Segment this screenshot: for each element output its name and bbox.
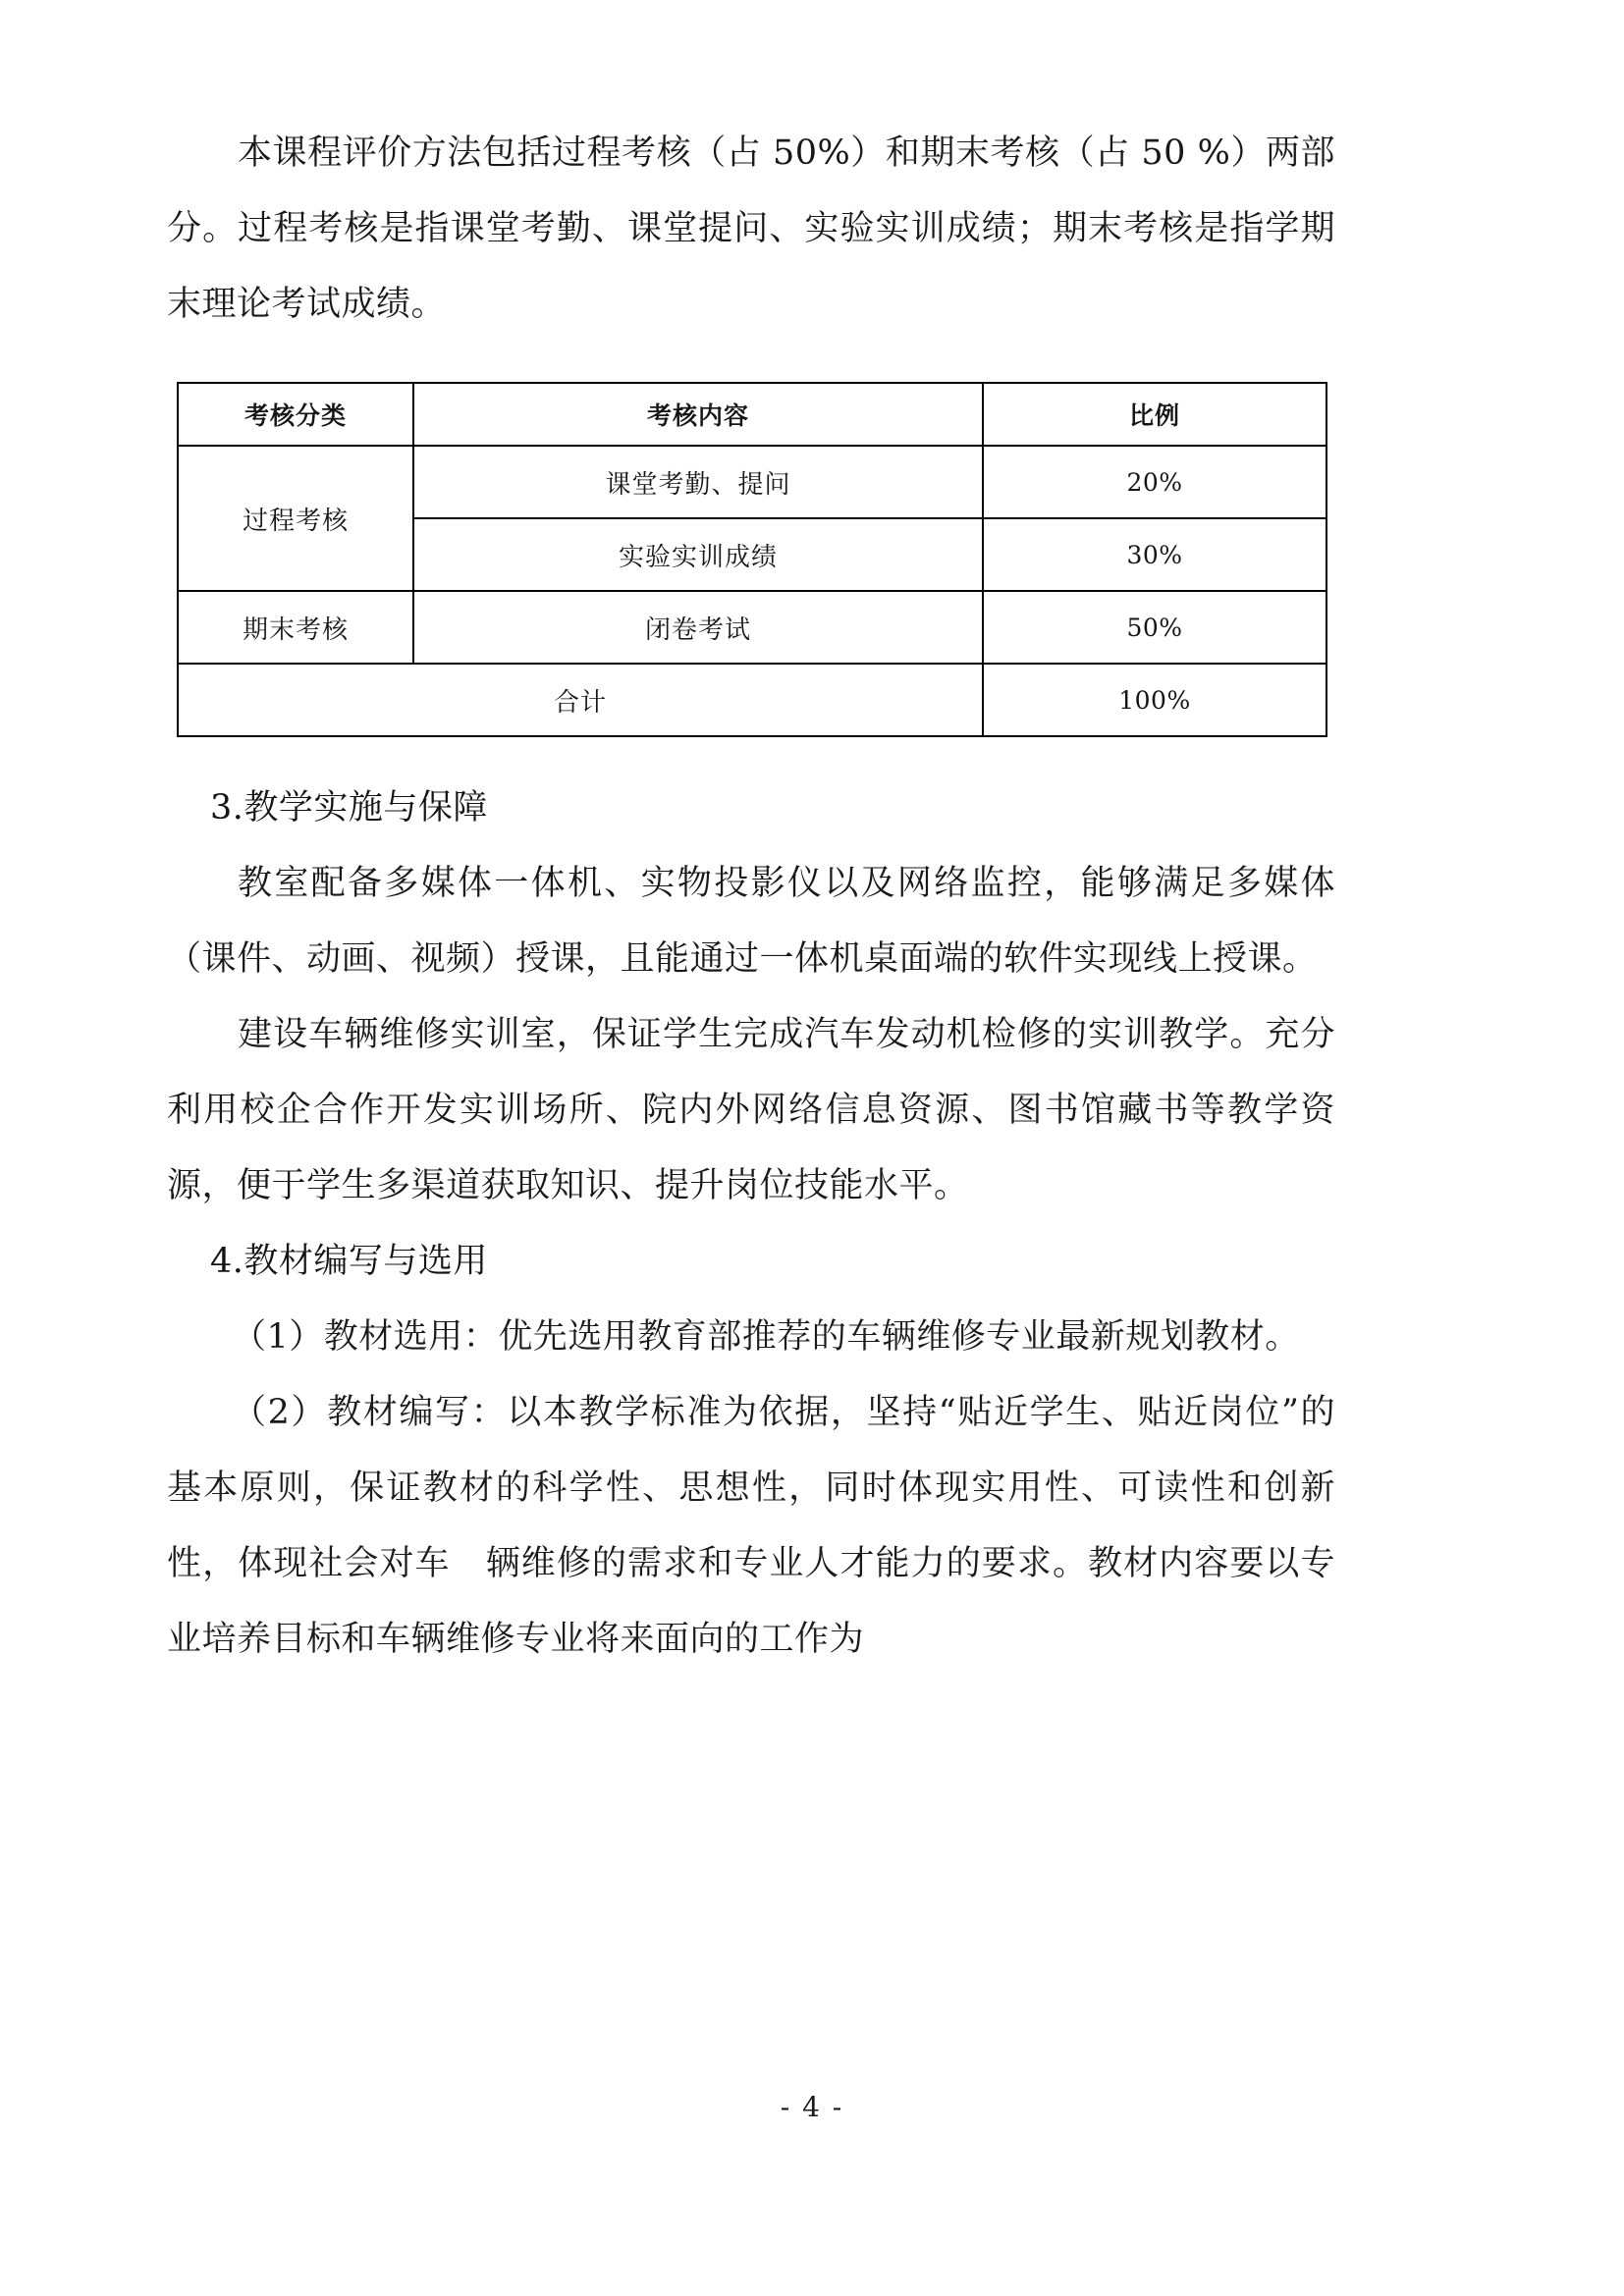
table-header-row [178,383,1326,446]
cell-ratio-attendance: 20% [983,446,1326,518]
section4-item-1: （1）教材选用：优先选用教育部推荐的车辆维修专业最新规划教材。 [232,1317,1300,1357]
section3-paragraph-1: 教室配备多媒体一体机、实物投影仪以及网络监控，能够满足多媒体（课件、动画、视频）授课，且能通过一体机桌面端的软件实现线上授课。 [167,864,1335,979]
section-heading-3: 3.教学实施与保障 [210,788,488,828]
table-row-total [178,664,1326,736]
table-row [178,591,1326,664]
assessment-table [177,382,1327,737]
cell-total-label: 合计 [178,664,983,736]
cell-category-process: 过程考核 [178,446,413,591]
table-row [178,446,1326,518]
table-header [178,383,1326,446]
section4-item-2: （2）教材编写：以本教学标准为依据，坚持“贴近学生、贴近岗位”的基本原则，保证教材的科学性、思想性，同时体现实用性、可读性和创新性，体现社会对车 辆维修的需求和专业人才能力的要求。教材内容要以专业培养目标和车辆维修专业将来面向的工作为 [167,1393,1335,1659]
section3-paragraph-2: 建设车辆维修实训室，保证学生完成汽车发动机检修的实训教学。充分利用校企合作开发实训场所、院内外网络信息资源、图书馆藏书等教学资源，便于学生多渠道获取知识、提升岗位技能水平。 [167,1015,1335,1205]
assessment-table-container [177,382,1326,737]
cell-content-lab: 实验实训成绩 [413,518,983,591]
cell-total-ratio: 100% [983,664,1326,736]
column-header-category: 考核分类 [178,383,413,446]
column-header-content: 考核内容 [413,383,983,446]
section-heading-4: 4.教材编写与选用 [210,1242,488,1281]
cell-content-attendance: 课堂考勤、提问 [413,446,983,518]
page-number: - 4 - [780,2091,844,2123]
cell-ratio-final: 50% [983,591,1326,664]
cell-ratio-lab: 30% [983,518,1326,591]
table-body [178,446,1326,736]
page-content [167,116,1335,1678]
cell-category-final: 期末考核 [178,591,413,664]
cell-content-final: 闭卷考试 [413,591,983,664]
intro-paragraph: 本课程评价方法包括过程考核（占 50%）和期末考核（占 50 %）两部分。过程考核是指课堂考勤、课堂提问、实验实训成绩；期末考核是指学期末理论考试成绩。 [167,133,1335,324]
column-header-ratio: 比例 [983,383,1326,446]
